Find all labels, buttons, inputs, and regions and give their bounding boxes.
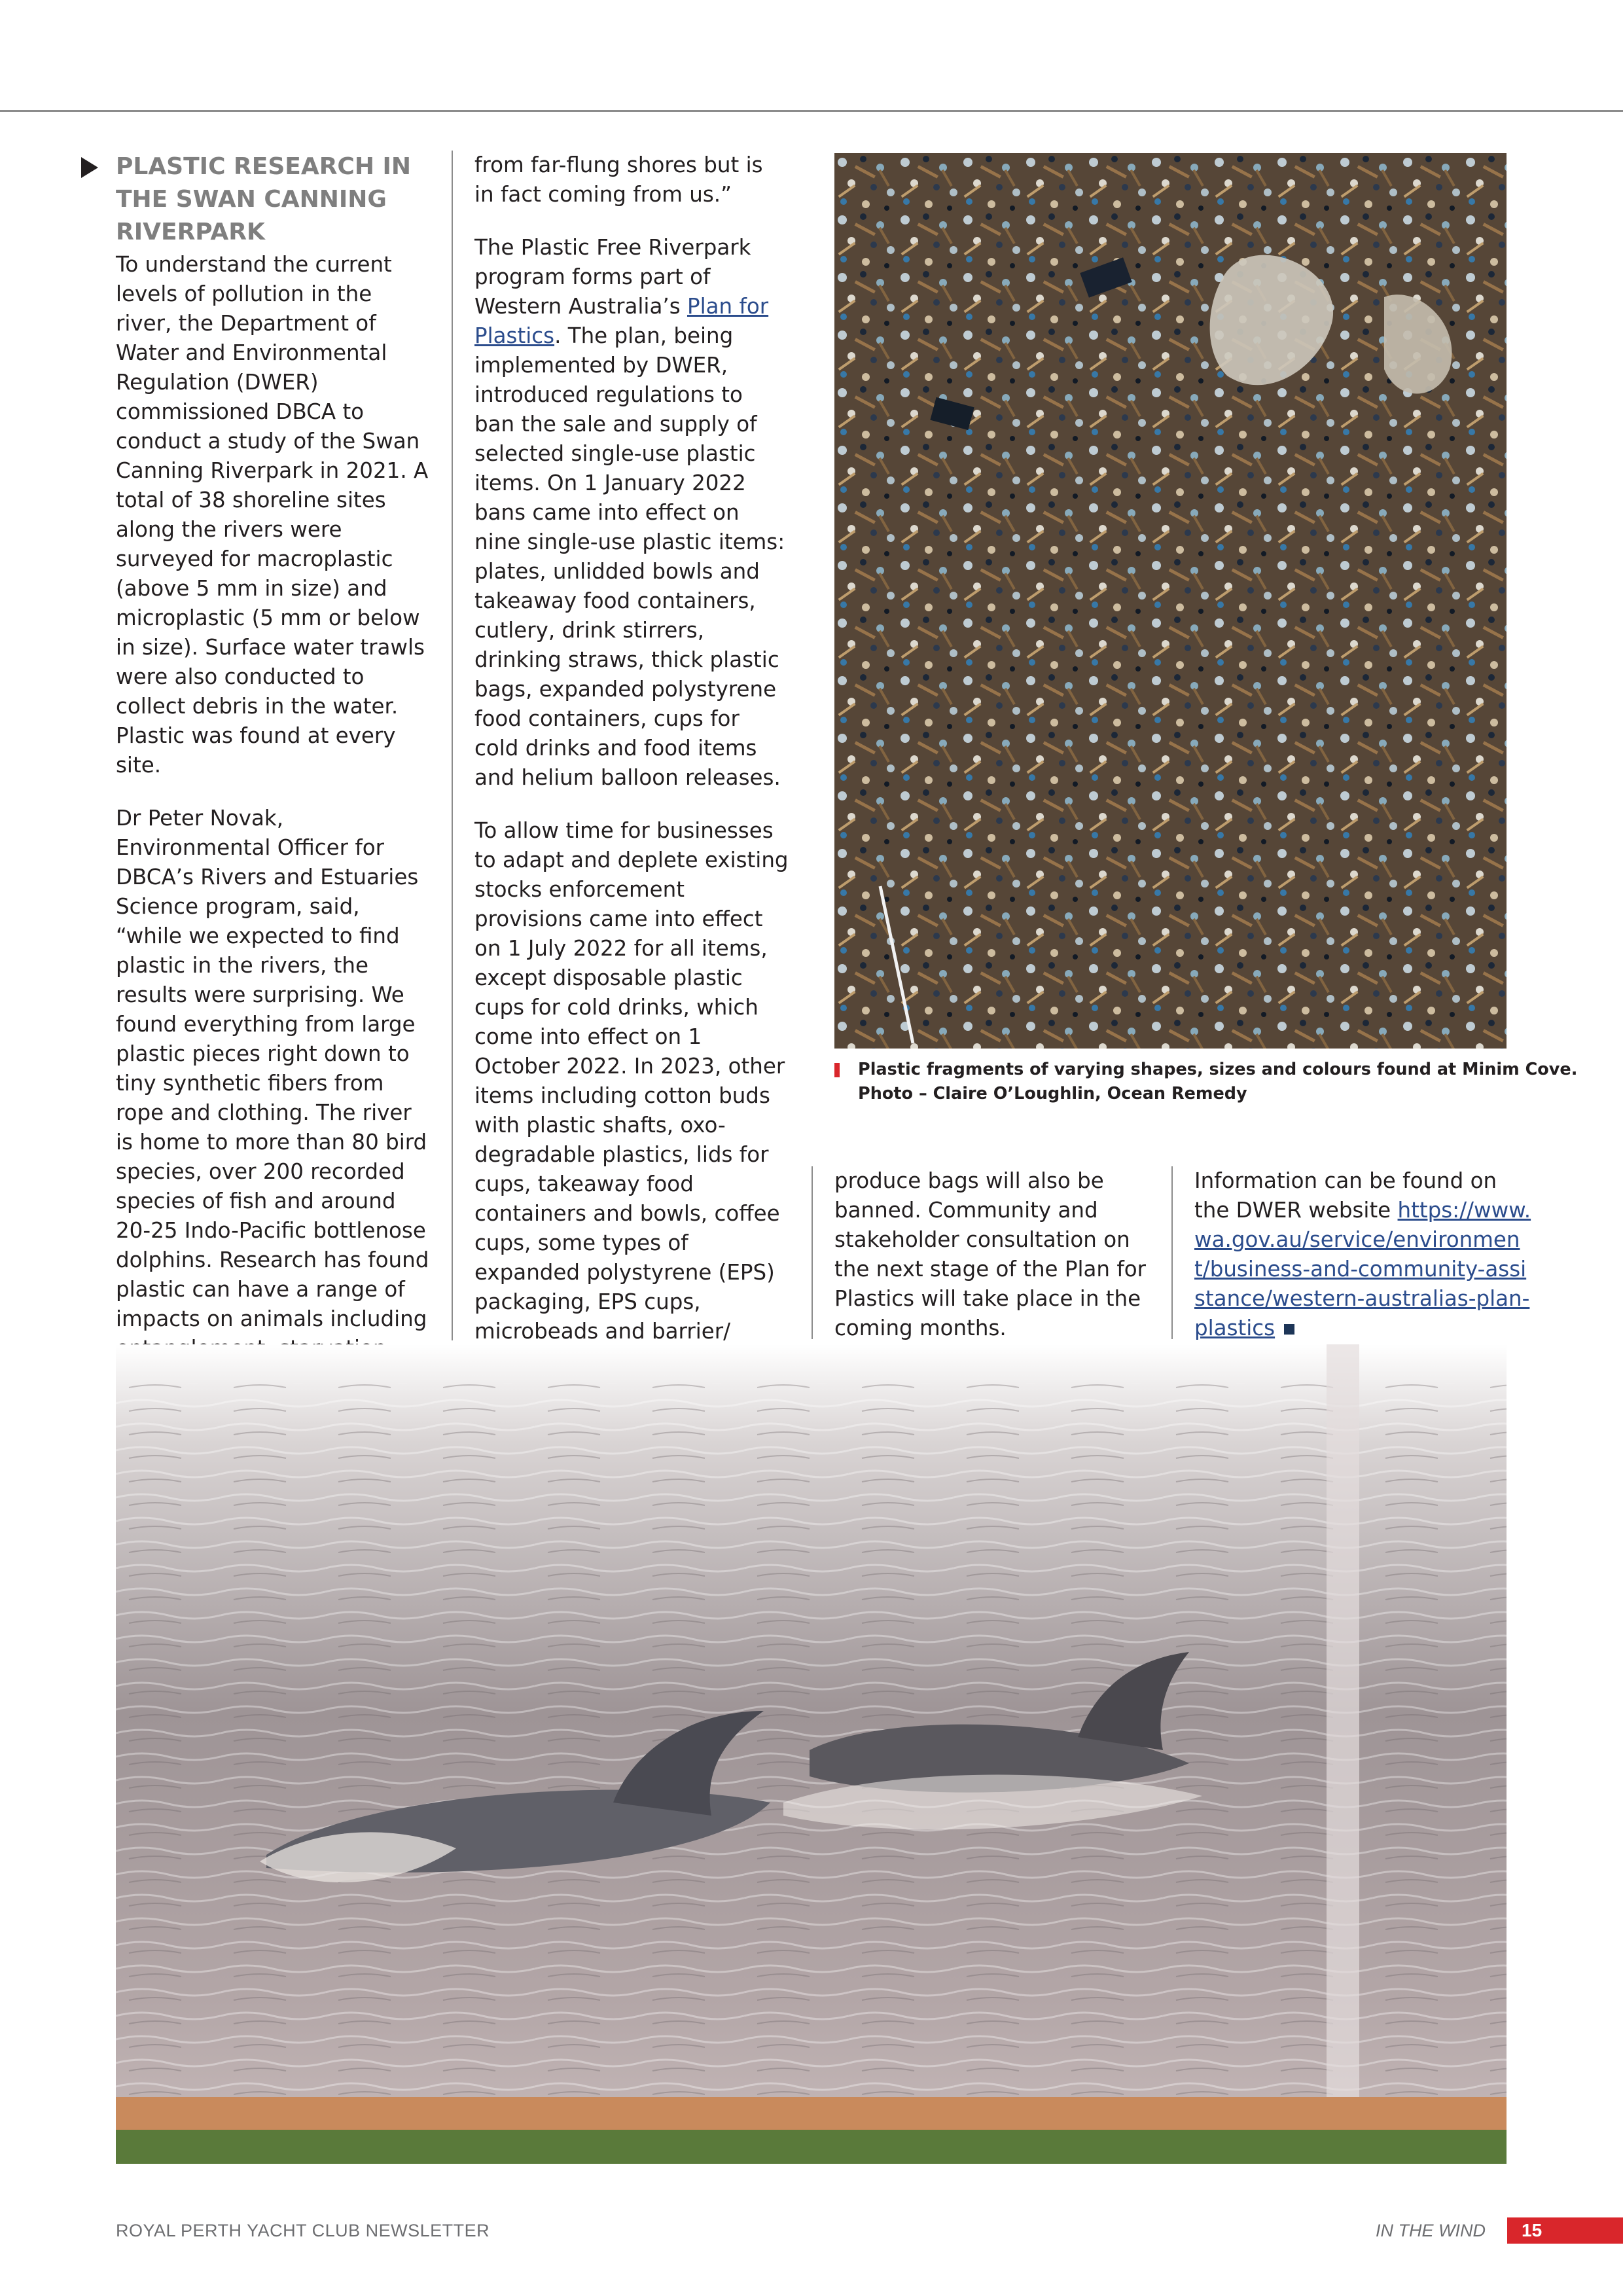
article-heading: PLASTIC RESEARCH IN THE SWAN CANNING RIVERPARK bbox=[116, 153, 412, 245]
end-of-article-icon bbox=[1284, 1324, 1294, 1335]
article-column-1 bbox=[116, 151, 430, 1452]
article-column-2 bbox=[474, 151, 789, 1346]
page-number: 15 bbox=[1507, 2217, 1623, 2244]
dolphins-image bbox=[116, 1344, 1507, 2164]
column-divider bbox=[812, 1166, 813, 1339]
plastic-debris-image bbox=[834, 153, 1507, 1049]
column-divider bbox=[1171, 1166, 1173, 1339]
dolphins-photo bbox=[116, 1344, 1507, 2164]
paragraph: To understand the current levels of pollution in the river, the Department of Water and Environmental Regulation (DWER) commissioned DBCA to conduct a study of the Swan Canning Riverpark in 2021. A total of 38 shoreline sites along the rivers were surveyed for macroplastic (above 5 mm in size) and microplastic (5 mm or below in size). Surface water trawls were also conducted to collect debris in the water. Plastic was found at every site. bbox=[116, 252, 429, 778]
paragraph: The Plastic Free Riverpark program forms part of Western Australia’s Plan for Plastics. The plan, being implemented by DWER, introduced regulations to ban the sale and supply of selected single-use plastic items. On 1 January 2022 bans came into effect on nine single-use plastic items: plates, unlidded bowls and takeaway food containers, cutlery, drink stirrers, drinking straws, thick plastic bags, expanded polystyrene food containers, cups for cold drinks and food items and helium balloon releases. bbox=[474, 235, 785, 790]
section-arrow-icon bbox=[81, 157, 98, 178]
footer-publication: ROYAL PERTH YACHT CLUB NEWSLETTER bbox=[116, 2221, 490, 2240]
article-column-4 bbox=[1194, 1166, 1535, 1343]
paragraph: Information can be found on the DWER website https://www.wa.gov.au/service/environment/business-and-community-assistance/western-australias-plan-plastics bbox=[1194, 1168, 1531, 1340]
plan-for-plastics-link[interactable]: Plan for Plastics bbox=[474, 294, 769, 348]
footer-section: IN THE WIND bbox=[1376, 2221, 1486, 2240]
paragraph: To allow time for businesses to adapt and deplete existing stocks enforcement provisions came into effect on 1 July 2022 for all items, except disposable plastic cups for cold drinks, which come into effect on 1 October 2022. In 2023, other items including cotton buds with plastic shafts, oxo-degradable plastics, lids for cups, takeaway food containers and bowls, coffee cups, some types of expanded polystyrene (EPS) packaging, EPS cups, microbeads and barrier/ bbox=[474, 818, 789, 1344]
caption-text: Plastic fragments of varying shapes, sizes and colours found at Minim Cove. bbox=[858, 1060, 1578, 1079]
column-divider bbox=[452, 151, 453, 1340]
caption-credit: Photo – Claire O’Loughlin, Ocean Remedy bbox=[858, 1084, 1247, 1103]
paragraph: Dr Peter Novak, Environmental Officer for DBCA’s Rivers and Estuaries Science program, said, “while we expected to find plastic in the rivers, the results were surprising. We found everything from large plastic pieces right down to tiny synthetic fibers from rope and clothing. The river is home to more than 80 bird species, over 200 recorded species of fish and around 20-25 Indo-Pacific bottlenose dolphins. Research has found plastic can have a range of impacts on animals including bbox=[116, 806, 429, 1331]
plastic-debris-photo bbox=[834, 153, 1507, 1049]
paragraph: from far-flung shores but is in fact coming from us.” bbox=[474, 152, 763, 207]
caption-marker bbox=[834, 1063, 840, 1077]
paragraph: produce bags will also be banned. Community and stakeholder consultation on the next stage of the Plan for Plastics will take place in the coming months. bbox=[834, 1168, 1147, 1340]
photo-caption bbox=[834, 1058, 1578, 1106]
article-column-3 bbox=[834, 1166, 1149, 1343]
dwer-website-link[interactable]: https://www.wa.gov.au/service/environment/business-and-community-assistance/western-australias-plan-plastics bbox=[1194, 1198, 1531, 1340]
header-rule bbox=[0, 110, 1623, 112]
